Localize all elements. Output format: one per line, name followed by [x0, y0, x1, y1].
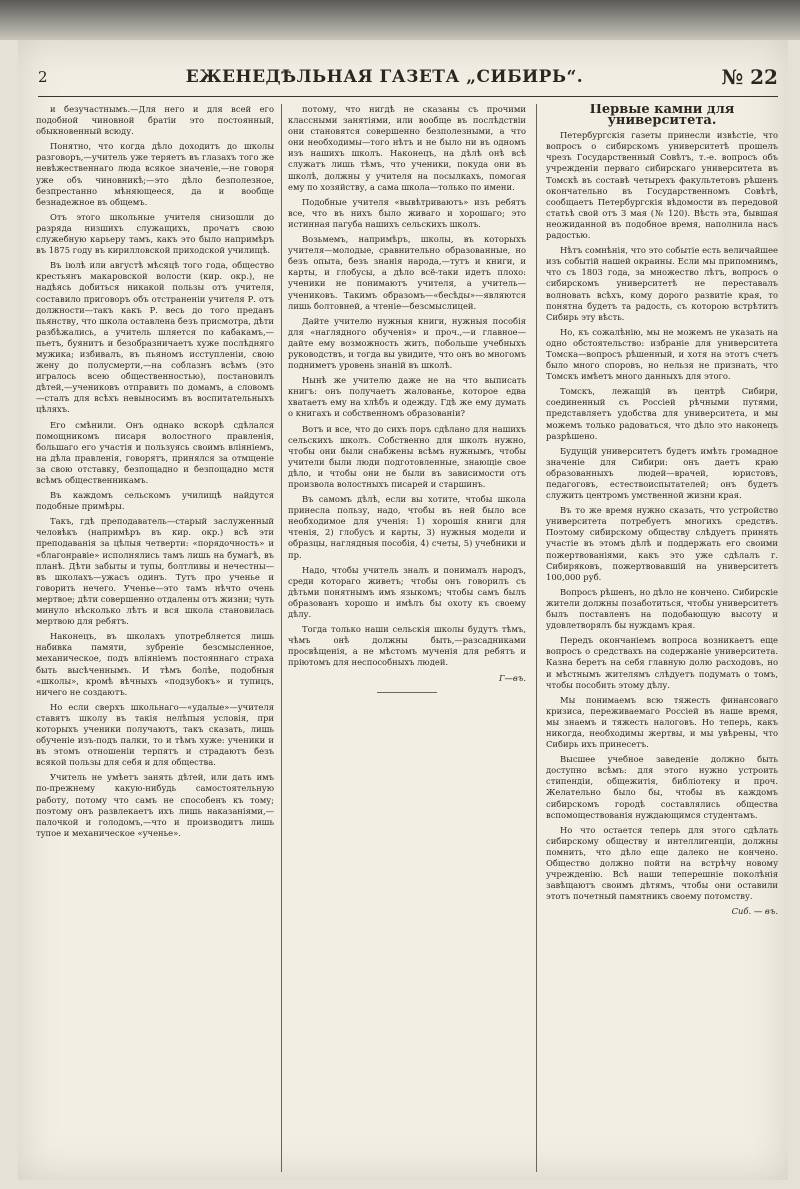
column-divider [281, 104, 282, 1172]
author-signature: Г—въ. [498, 672, 526, 683]
paragraph: Нѣтъ сомнѣнія, что это событіе есть величайшее изъ событій нашей окраины. Если мы припомнимъ, что съ 1803 года, за множество лѣтъ, вопросъ о сибирскомъ университетѣ не переставалъ волновать всѣхъ, кому дорого развитіе края, то понятна будетъ та радость, съ которою встрѣтитъ Сибирь эту вѣсть. [546, 245, 778, 322]
paragraph: Въ то же время нужно сказать, что устройство университета потребуетъ многихъ средствъ. Поэтому сибирскому обществу слѣдуетъ принять участіе въ этомъ дѣлѣ и поддержать его своими пожертвованіями, какъ это уже сдѣлалъ г. Сибиряковъ, пожертвовавшій на университетъ 100,000 руб. [546, 505, 778, 582]
end-rule [377, 692, 437, 693]
paragraph: Такъ, гдѣ преподаватель—старый заслуженный человѣкъ (напримѣръ въ кир. окр.) всѣ эти преподаванія за цѣлыя четверти: «порядочность» и «благонравіе» исполнялись тамъ лишь на бумагѣ, въ планѣ. Дѣти забыты и тупы, болтливы и нечестны—въ школахъ—ужасъ одинъ. Тутъ про ученье и говорить нечего. Ученье—это тамъ нѣчто очень мертвое; дѣти совершенно отдалены отъ жизни; чуть минуло нѣсколько лѣтъ и вся школа становилась мертвою для ребятъ. [36, 516, 274, 627]
paragraph: Въ іюлѣ или августѣ мѣсяцѣ того года, общество крестьянъ макаровской волости (кир. окр.), не надѣясь добиться никакой пользы отъ учителя, составило приговоръ объ отстраненіи учителя Р. отъ должности—такъ какъ Р. весь до того преданъ пьянству, что школа оставлена безъ присмотра, дѣти разбѣжались, а учитель шляется по кабакамъ,—пьетъ, буянитъ и безобразничаетъ хуже послѣдняго мужика; избивалъ, въ пьяномъ исступленіи, свою жену до полусмерти,—на соблазнъ всѣмъ (это игралось всею общественностью), постановилъ дѣтей,—учениковъ отправить по домамъ, а словомъ—сталъ для всѣхъ невыносимъ въ воспитательныхъ цѣляхъ. [36, 260, 274, 415]
paragraph: Наконецъ, въ школахъ употребляется лишь набивка памяти, зубреніе безсмысленное, механическое, подъ вліяніемъ постояннаго страха быть высѣченнымъ. И тѣмъ болѣе, подобныя «школы», кромѣ вѣчныхъ «подзубокъ» и тупицъ, ничего не создаютъ. [36, 631, 274, 697]
paragraph: Отъ этого школьные учителя снизошли до разряда низшихъ служащихъ, прочатъ свою служебную карьеру тамъ, какъ это было напримѣръ въ 1875 году въ кирилловской приходской училищѣ. [36, 211, 274, 256]
page-number: 2 [38, 68, 48, 86]
paragraph: Его смѣнили. Онъ однако вскорѣ сдѣлался помощникомъ писаря волостного правленія, большаго его участія и пользуясь своимъ вліяніемъ, на дѣла правленія, говорятъ, принялся за отмщеніе за свою отставку, безпощадно и безпощадно мстя всѣмъ общественникамъ. [36, 419, 274, 485]
author-signature: Сиб. — въ. [731, 906, 778, 917]
paragraph: Но, къ сожалѣнію, мы не можемъ не указать на одно обстоятельство: избраніе для университета Томска—вопросъ рѣшенный, и хотя на этотъ счетъ было много споровъ, но нельзя не признать, что Томскъ имѣетъ много данныхъ для этого. [546, 326, 778, 382]
paragraph: Возьмемъ, напримѣръ, школы, въ которыхъ учителя—молодые, сравнительно образованные, но безъ опыта, безъ знанія народа,—тутъ и книги, и карты, и глобусы, а дѣло всё-таки идетъ плохо: ученики не понимаютъ учителя, а учитель—учениковъ. Такимъ образомъ—«бесѣды»—являются лишь болтовней, а чтеніе—безсмыслицей. [288, 234, 526, 311]
scan-top-shadow [0, 0, 800, 40]
paragraph: Мы понимаемъ всю тяжесть финансоваго кризиса, переживаемаго Россіей въ наше время, мы знаемъ и тяжесть налоговъ. Но теперь, какъ никогда, необходимы жертвы, и мы увѣрены, что Сибирь ихъ принесетъ. [546, 694, 778, 750]
issue-number: № 22 [721, 65, 778, 89]
masthead [38, 58, 778, 97]
paragraph: Высшее учебное заведеніе должно быть доступно всѣмъ: для этого нужно устроить стипендіи, общежитія, библіотеку и проч. Желательно было бы, чтобы въ каждомъ сибирскомъ городѣ составлялись общества вспомоществованія нуждающимся студентамъ. [546, 754, 778, 820]
paragraph: Въ самомъ дѣлѣ, если вы хотите, чтобы школа принесла пользу, надо, чтобы въ ней было все необходимое для ученія: 1) хорошія книги для чтенія, 2) глобусъ и карты, 3) нужныя модели и образцы, наглядныя пособія, 4) счеты, 5) учебники и пр. [288, 494, 526, 560]
newspaper-title: ЕЖЕНЕДѢЛЬНАЯ ГАЗЕТА „СИБИРЬ“. [185, 67, 584, 87]
paragraph: Петербургскія газеты принесли извѣстіе, что вопросъ о сибирскомъ университетѣ прошелъ чрезъ Государственный Совѣтъ, т.-е. вопросъ объ учрежденіи перваго сибирскаго университета въ Томскѣ въ составѣ четырехъ факультетовъ рѣшенъ окончательно въ Государственномъ Совѣтѣ, сообщаетъ Петербургскія вѣдомости въ передовой статьѣ свой отъ 3 мая (№ 120). Вѣсть эта, бывшая неожиданной въ подобное время, наполнила насъ радостью. [546, 130, 778, 241]
paragraph: Но что остается теперь для этого сдѣлать сибирскому обществу и интеллигенціи, должны помнить, что дѣло еще далеко не кончено. Общество должно пойти на встрѣчу новому учрежденію. Всѣ наши теперешніе поколѣнія завѣщаютъ своимъ дѣтямъ, чтобы они оставили этотъ почетный памятникъ своему потомству. [546, 824, 778, 902]
text-columns [36, 104, 778, 1172]
paragraph: Будущій университетъ будетъ имѣть громадное значеніе для Сибири: онъ даетъ краю образованныхъ людей—врачей, юристовъ, педагоговъ, естествоиспытателей; онъ будетъ служить центромъ умственной жизни края. [546, 445, 778, 501]
paragraph: Вотъ и все, что до сихъ поръ сдѣлано для нашихъ сельскихъ школъ. Собственно для школъ нужно, чтобы они были снабжены всѣмъ нужнымъ, чтобы учители были люди подготовленные, знающіе свое дѣло, и чтобы они не были въ зависимости отъ произвола волостныхъ писарей и старшинъ. [288, 423, 526, 489]
column-3 [546, 104, 778, 1172]
paragraph: Томскъ, лежащій въ центрѣ Сибири, соединенный съ Россіей рѣчными путями, представляетъ удобства для университета, и мы можемъ только радоваться, что дѣло это наконецъ разрѣшено. [546, 386, 778, 441]
column-divider [536, 104, 537, 1172]
paragraph: Подобные учителя «вывѣтриваютъ» изъ ребятъ все, что въ нихъ было живаго и хорошаго; это истинная пагуба нашихъ сельскихъ школъ. [288, 196, 526, 229]
paragraph: потому, что нигдѣ не сказаны съ прочими классными занятіями, или вообще въ послѣдствіи они становятся совершенно безполезными, а что они необходимы—того нѣтъ и не было ни въ одномъ изъ нашихъ школъ. Наконецъ, на дѣлѣ онѣ всѣ служатъ лишь тѣмъ, что ученики, покуда они въ школѣ, должны у учителя на посылкахъ, помогая ему по хозяйству, а сама школа—только по имени. [288, 104, 526, 192]
paragraph: Учитель не умѣетъ занять дѣтей, или дать имъ по-прежнему какую-нибудь самостоятельную работу, потому что самъ не способенъ къ тому; поэтому онъ развлекаетъ ихъ лишь наказаніями,—палочкой и голодомъ,—что и производитъ лишь тупое и механическое «ученье». [36, 772, 274, 838]
article-headline: Первые камни для университета. [589, 104, 735, 129]
paragraph: Надо, чтобы учитель зналъ и понималъ народъ, среди котораго живетъ; чтобы онъ говорилъ съ дѣтьми понятнымъ имъ языкомъ; чтобы самъ былъ образованъ хорошо и имѣлъ бы охоту къ своему дѣлу. [288, 564, 526, 620]
column-1 [36, 104, 274, 1172]
paragraph: Тогда только наши сельскія школы будутъ тѣмъ, чѣмъ онѣ должны быть,—разсадниками просвѣщенія, а не мѣстомъ мученія для ребятъ и пріютомъ для неспособныхъ людей. [288, 624, 526, 668]
paragraph: Вопросъ рѣшенъ, но дѣло не кончено. Сибирскіе жители должны позаботиться, чтобы университетъ былъ поставленъ на подобающую высоту и удовлетворялъ бы нуждамъ края. [546, 586, 778, 631]
paragraph: Понятно, что когда дѣло доходитъ до школы разговоръ,—учитель уже теряетъ въ глазахъ того же невѣжественнаго люда всякое значеніе,—не говоря уже объ чиновникѣ;—это дѣло безполезное, безпрестанно мѣняющееся, да и вообще безнадежное въ общемъ. [36, 141, 274, 207]
newspaper-page [18, 40, 788, 1180]
paragraph: и безучастнымъ.—Для него и для всей его подобной чиновной братіи это постоянный, обыкновенный всюду. [36, 104, 274, 137]
paragraph: Нынѣ же учителю даже не на что выписать книгъ: онъ получаетъ жалованье, которое едва хватаетъ ему на хлѣбъ и одежду. Гдѣ же ему думать о книгахъ и собственномъ образованіи? [288, 375, 526, 419]
paragraph: Дайте учителю нужныя книги, нужныя пособія для «наглядного обученія» и проч.,—и главное—дайте ему возможность жить, побольше учебныхъ руководствъ, и тогда вы увидите, что онъ во многомъ подниметъ уровень знаній въ школѣ. [288, 315, 526, 371]
paragraph: Въ каждомъ сельскомъ училищѣ найдутся подобные примѣры. [36, 490, 274, 512]
paragraph: Но если сверхъ школьнаго—«удалые»—учителя ставятъ школу въ такія нелѣпыя условія, при которыхъ ученики получаютъ, такъ сказать, лишь обученіе изъ-подъ палки, то и тѣмъ хуже: ученики и въ этомъ отношеніи терпятъ и страдаютъ безъ всякой пользы для себя и для общества. [36, 701, 274, 768]
paragraph: Передъ окончаніемъ вопроса возникаетъ еще вопросъ о средствахъ на содержаніе университета. Казна беретъ на себя главную долю расходовъ, но и мѣстнымъ жителямъ слѣдуетъ подумать о томъ, чтобы пособить этому дѣлу. [546, 635, 778, 690]
column-2 [288, 104, 526, 1172]
